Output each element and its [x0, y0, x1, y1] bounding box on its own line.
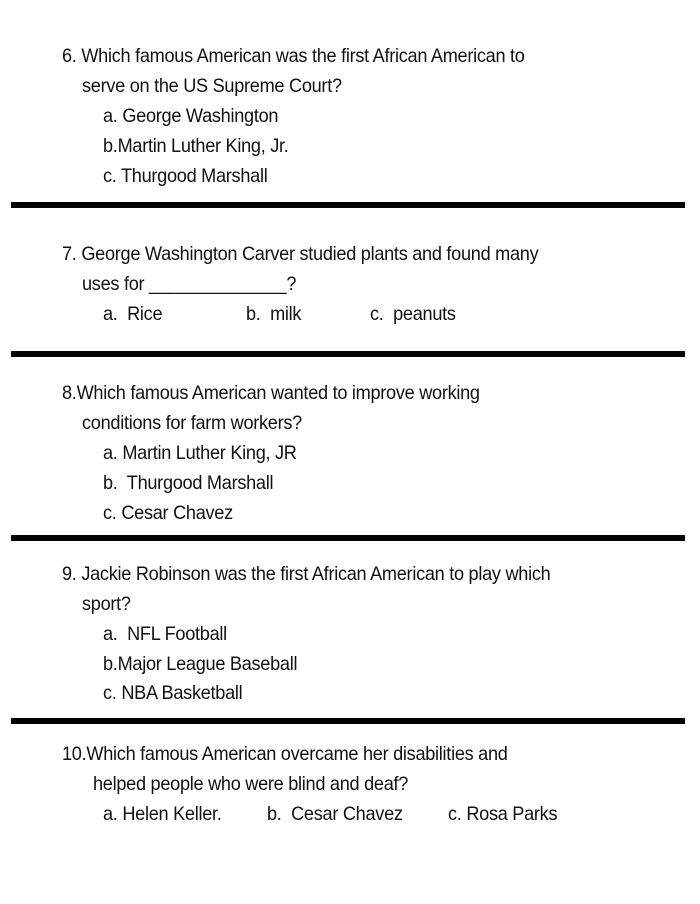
option-text: George Washington [122, 105, 279, 127]
question-7-text-line-1: George Washington Carver studied plants and found many [81, 243, 539, 265]
option-text: Thurgood Marshall [120, 165, 268, 187]
question-6-option-b [103, 134, 289, 158]
section-divider [11, 718, 685, 724]
question-8-line-1 [62, 381, 480, 405]
question-9-number: 9. [62, 563, 77, 585]
option-letter: a. [103, 623, 118, 645]
question-10-text-line-1: Which famous American overcame her disabilities and [86, 743, 508, 765]
option-text: NFL Football [127, 623, 227, 645]
option-text: Cesar Chavez [121, 502, 233, 524]
question-9-option-c [103, 681, 242, 705]
section-divider [11, 351, 685, 357]
question-6-number: 6. [62, 45, 77, 67]
option-text: milk [270, 303, 302, 325]
question-6-text-line-2: serve on the US Supreme Court? [82, 75, 342, 97]
question-9-text-line-1: Jackie Robinson was the first African American to play which [81, 563, 551, 585]
question-7-option-b [246, 302, 301, 326]
question-9-line-1 [62, 562, 550, 586]
section-divider [11, 202, 685, 208]
section-divider [11, 535, 685, 541]
question-9-option-b [103, 652, 297, 676]
question-8-text-line-1: Which famous American wanted to improve working [76, 382, 480, 404]
question-8-option-a [103, 441, 297, 465]
question-9-option-a [103, 622, 227, 646]
option-text: Martin Luther King, Jr. [117, 135, 289, 157]
option-letter: a. [103, 442, 118, 464]
question-10-text-line-2: helped people who were blind and deaf? [93, 773, 409, 795]
question-6-text-line-1: Which famous American was the first African American to [81, 45, 525, 67]
question-10-number: 10. [62, 743, 87, 765]
option-text: Cesar Chavez [291, 803, 403, 825]
question-10-option-c [448, 802, 557, 826]
option-text: Rice [127, 303, 163, 325]
question-8-number: 8. [62, 382, 77, 404]
option-letter: a. [103, 803, 118, 825]
question-7-option-c [370, 302, 456, 326]
option-text: NBA Basketball [121, 682, 243, 704]
question-7-text-line-2: uses for ______________? [82, 273, 297, 295]
question-6-option-a [103, 104, 278, 128]
option-text: Helen Keller. [122, 803, 222, 825]
option-letter: b. [267, 803, 282, 825]
question-8-option-c [103, 501, 233, 525]
option-text: Rosa Parks [466, 803, 558, 825]
question-6-option-c [103, 164, 267, 188]
question-7-option-a [103, 302, 162, 326]
option-letter: b. [103, 653, 118, 675]
option-letter: b. [246, 303, 261, 325]
question-6-line-1 [62, 44, 525, 68]
option-text: Major League Baseball [117, 653, 298, 675]
question-8-text-line-2: conditions for farm workers? [82, 412, 302, 434]
option-letter: c. [103, 502, 117, 524]
option-text: peanuts [393, 303, 456, 325]
question-8-option-b [103, 471, 273, 495]
option-letter: c. [448, 803, 462, 825]
question-7-number: 7. [62, 243, 77, 265]
question-10-option-a [103, 802, 222, 826]
question-9-text-line-2: sport? [82, 593, 131, 615]
option-letter: b. [103, 135, 118, 157]
option-letter: c. [370, 303, 384, 325]
option-letter: b. [103, 472, 118, 494]
question-7-line-1 [62, 242, 538, 266]
question-10-option-b [267, 802, 403, 826]
option-text: Martin Luther King, JR [122, 442, 297, 464]
option-letter: c. [103, 165, 117, 187]
option-letter: c. [103, 682, 117, 704]
option-letter: a. [103, 105, 118, 127]
option-letter: a. [103, 303, 118, 325]
question-10-line-1 [62, 742, 508, 766]
option-text: Thurgood Marshall [126, 472, 274, 494]
